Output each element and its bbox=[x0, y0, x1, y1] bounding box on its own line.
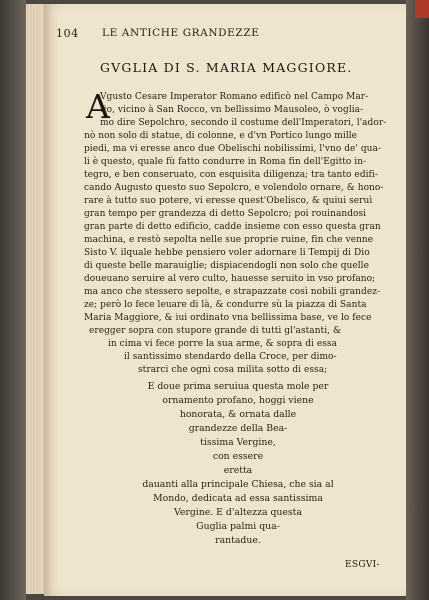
drop-cap: A bbox=[86, 87, 110, 126]
text-line: rare à tutto suo potere, vi eresse quest'Obelisco, & quiui seruì bbox=[84, 196, 373, 206]
text-line: nò non solo di statue, di colonne, e d'vn Portico lungo mille bbox=[84, 131, 358, 141]
taper-line: grandezze della Bea- bbox=[188, 423, 288, 434]
running-title: LE ANTICHE GRANDEZZE bbox=[102, 27, 260, 39]
book-cover-right bbox=[406, 0, 429, 600]
text-line: ze; però lo fece leuare di là, & condurre sù la piazza di Santa bbox=[84, 300, 367, 310]
page-number: 104 bbox=[56, 27, 79, 40]
taper-line: E doue prima seruiua questa mole per bbox=[147, 381, 329, 392]
taper-line: tissima Vergine, bbox=[200, 437, 276, 448]
text-line: Vgusto Cesare Imperator Romano edificò nel Campo Mar- bbox=[100, 92, 369, 102]
text-line: eregger sopra con stupore grande di tutti gl'astanti, & bbox=[89, 326, 342, 336]
taper-line: rantadue. bbox=[215, 535, 261, 546]
text-line: li è questo, quale fù fatto condurre in Roma fin dell'Egitto in- bbox=[84, 157, 367, 167]
body-text bbox=[84, 87, 400, 382]
text-line: strarci che ogni cosa milita sotto di essa; bbox=[138, 365, 328, 375]
taper-line: eretta bbox=[223, 465, 253, 476]
text-line: il santissimo stendardo della Croce, per dimo- bbox=[124, 352, 337, 362]
book-cover-left bbox=[0, 0, 26, 600]
text-line: cando Augusto questo suo Sepolcro, e volendolo ornare, & hono- bbox=[84, 183, 384, 193]
text-line: tio, vicino à San Rocco, vn bellissimo Mausoleo, ò voglia- bbox=[100, 105, 364, 115]
text-line: gran parte di detto edificio, cadde insieme con esso questa gran bbox=[84, 222, 381, 232]
text-line: machina, e restò sepolta nelle sue proprie ruine, fin che venne bbox=[84, 235, 374, 245]
text-line: Sisto V. ilquale hebbe pensiero voler adornare li Tempij di Dio bbox=[84, 248, 370, 258]
text-line: in cima vi fece porre la sua arme, & sopra di essa bbox=[108, 339, 338, 349]
text-line: tegro, e ben conseruato, con esquisita diligenza; tra tanto edifi- bbox=[84, 170, 378, 180]
bookmark-ribbon bbox=[415, 0, 429, 18]
page-header bbox=[56, 27, 376, 41]
text-line: di queste belle marauiglie; dispiacendogli non solo che quelle bbox=[84, 261, 369, 271]
page-edges bbox=[26, 4, 46, 594]
text-line: gran tempo per grandezza di detto Sepolcro; poi rouinandosi bbox=[84, 209, 367, 219]
taper-line: Vergine. E d'altezza questa bbox=[174, 507, 302, 518]
taper-line: con essere bbox=[212, 451, 264, 462]
taper-line: Mondo, dedicata ad essa santissima bbox=[153, 493, 323, 504]
text-line: piedi, ma vi eresse anco due Obelischi nobilissimi, l'vno de' qua- bbox=[84, 144, 381, 154]
text-line: doueuano seruire al vero culto, hauesse seruito in vso profano; bbox=[84, 274, 376, 284]
catchword: ESGVI- bbox=[345, 560, 380, 570]
text-line: Maria Maggiore, & iui ordinato vna bellissima base, ve lo fece bbox=[84, 313, 372, 323]
taper-line: honorata, & ornata dalle bbox=[179, 409, 297, 420]
text-line: ma anco che stessero sepolte, e strapazzate così nobili grandez- bbox=[84, 287, 381, 297]
section-title: GVGLIA DI S. MARIA MAGGIORE. bbox=[100, 60, 353, 75]
taper-line: dauanti alla principale Chiesa, che sia al bbox=[142, 479, 334, 490]
text-line: mo dire Sepolchro, secondo il costume dell'Imperatori, l'ador- bbox=[100, 118, 387, 128]
taper-line: Guglia palmi qua- bbox=[196, 521, 280, 532]
taper-line: ornamento profano, hoggi viene bbox=[162, 395, 314, 406]
